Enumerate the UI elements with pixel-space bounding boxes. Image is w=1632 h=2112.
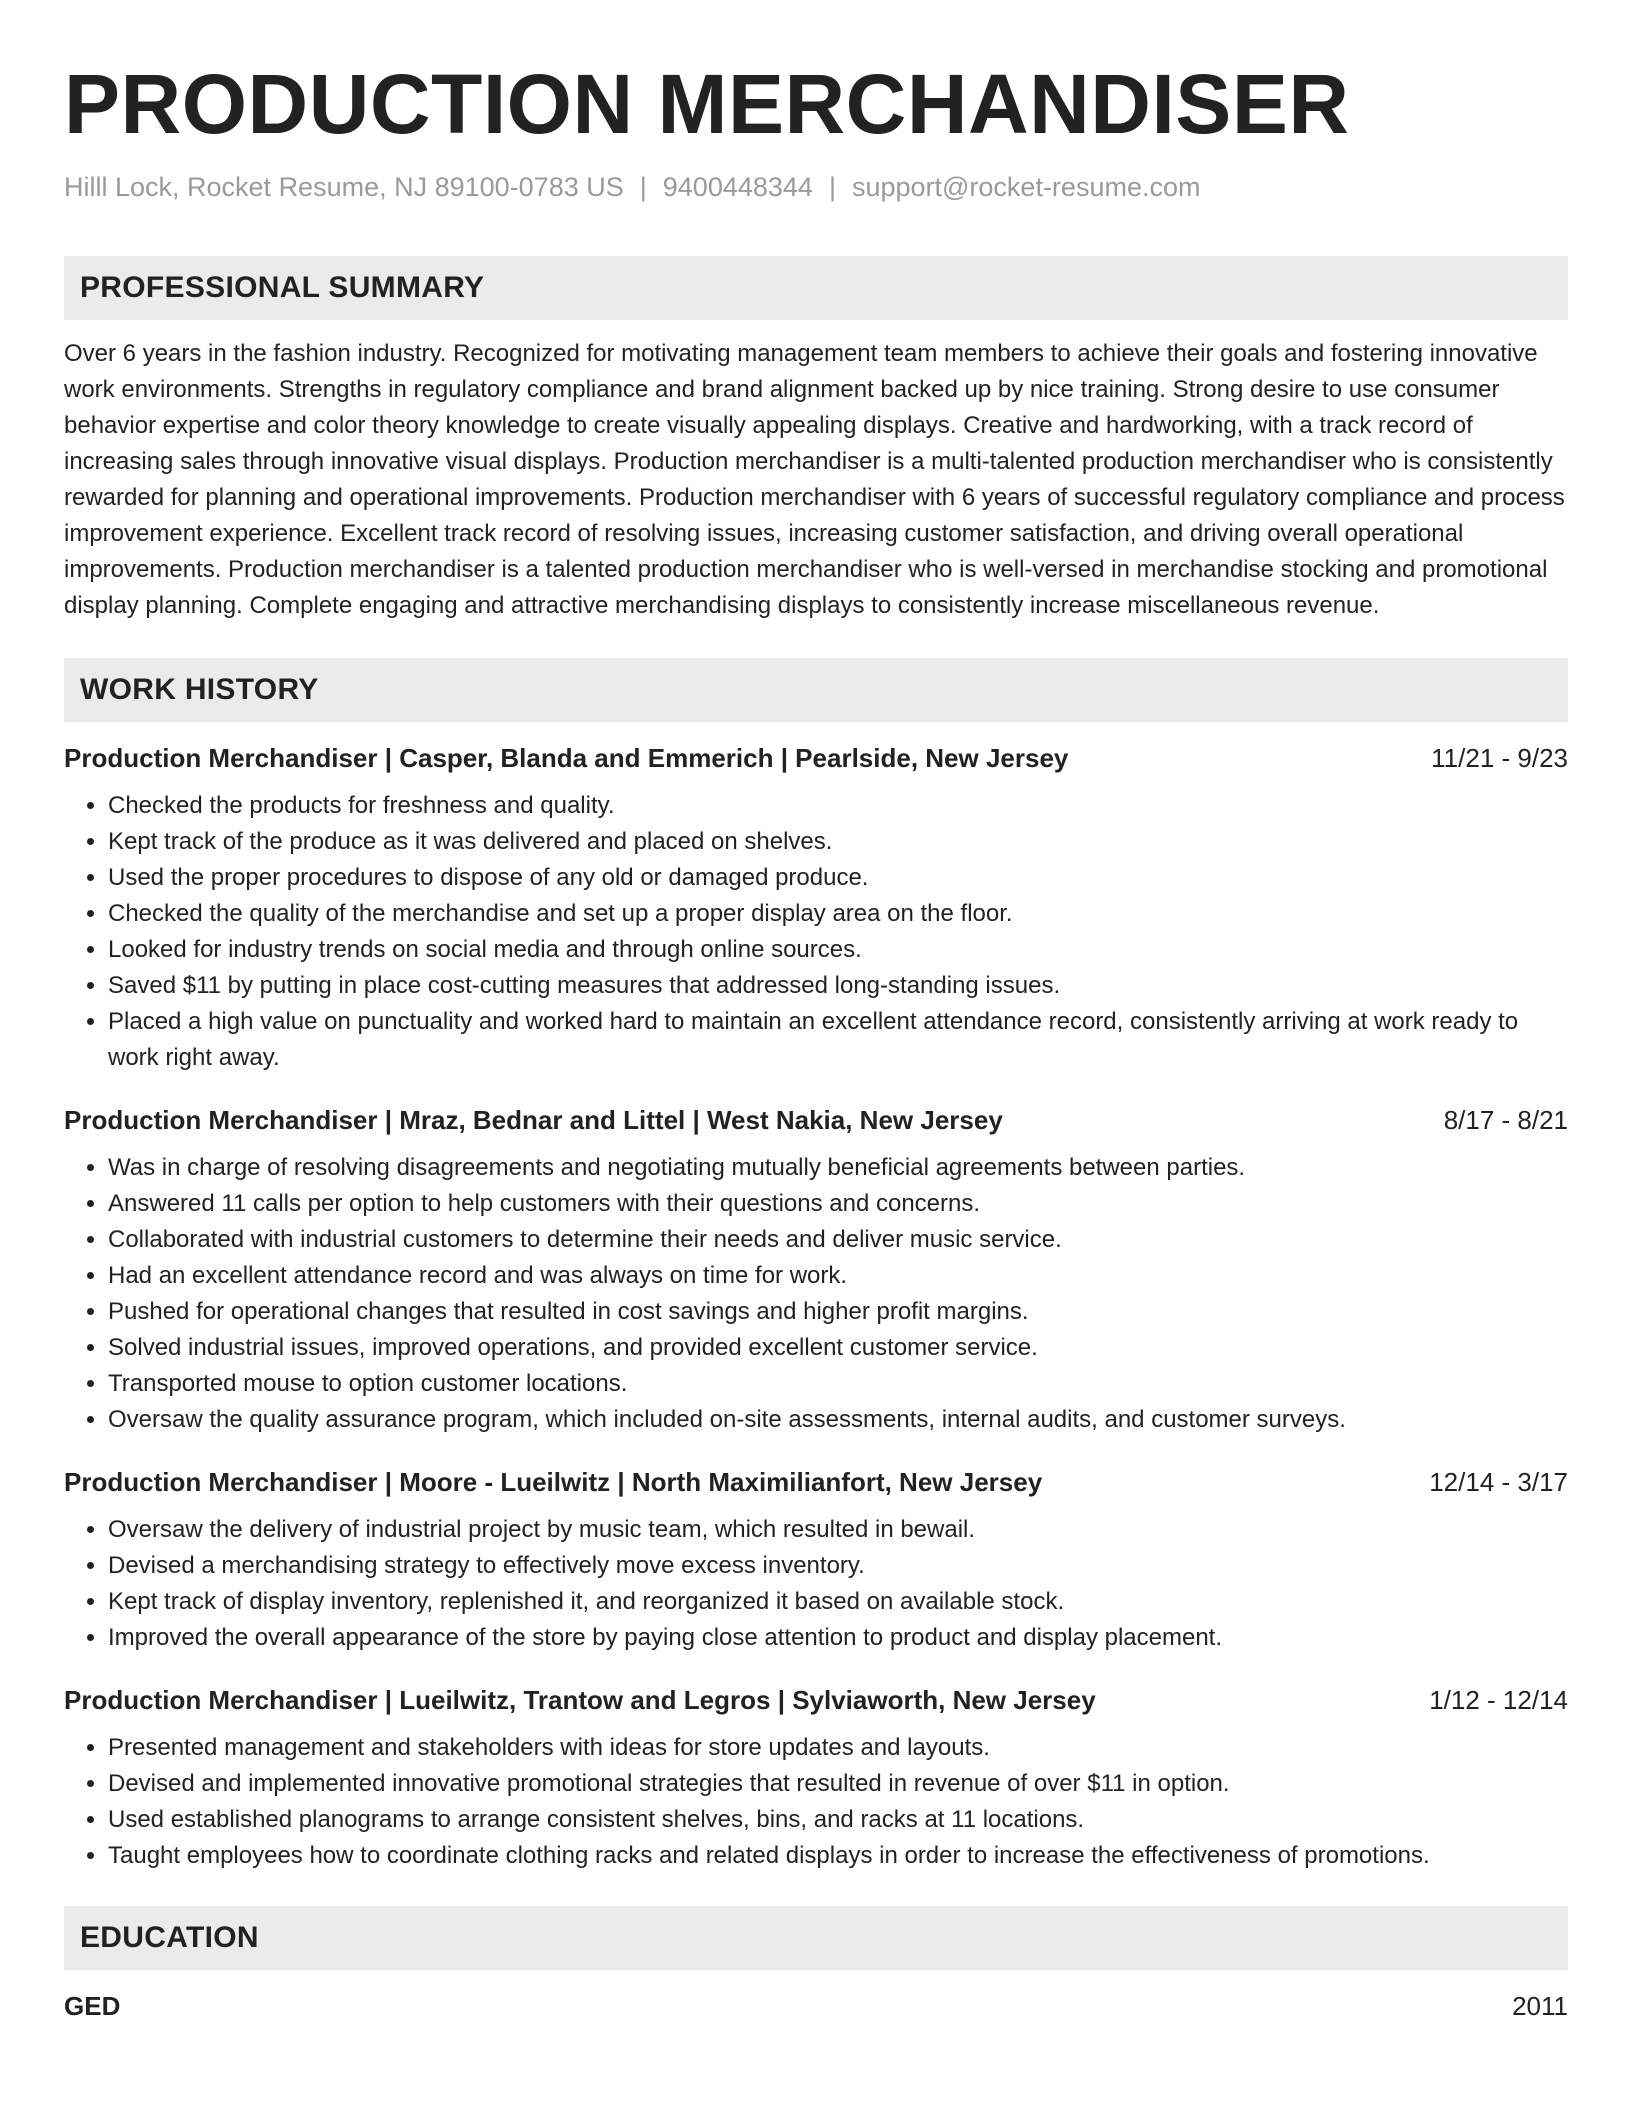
work-section-header [64, 658, 1568, 722]
job-bullet: • Solved industrial issues, improved operations, and provided excellent customer service. [108, 1330, 1568, 1366]
job-title: Production Merchandiser | Casper, Blanda and Emmerich | Pearlside, New Jersey [64, 743, 1069, 773]
contact-separator: | [639, 172, 647, 202]
job-bullet: • Oversaw the delivery of industrial project by music team, which resulted in bewail. [108, 1512, 1568, 1548]
job-bullet: • Kept track of display inventory, replenished it, and reorganized it based on available stock. [108, 1584, 1568, 1620]
job-bullet: • Taught employees how to coordinate clothing racks and related displays in order to increase the effectiveness of promotions. [108, 1838, 1568, 1874]
job-entry [64, 740, 1568, 1076]
job-bullet: • Oversaw the quality assurance program, which included on-site assessments, internal audits, and customer surveys. [108, 1402, 1568, 1438]
education-section-header [64, 1906, 1568, 1970]
job-bullet: • Was in charge of resolving disagreements and negotiating mutually beneficial agreements between parties. [108, 1150, 1568, 1186]
work-heading: WORK HISTORY [80, 673, 319, 706]
summary-text: Over 6 years in the fashion industry. Recognized for motivating management team members to achieve their goals and fostering innovative work environments. Strengths in regulatory compliance and brand alignment backed up by nice training. Strong desire to use consumer behavior expertise and color theory knowledge to create visually appealing displays. Creative and hardworking, with a track record of increasing sales through innovative visual displays. Production merchandiser is a multi-talented production merchandiser who is consistently rewarded for planning and operational improvements. Production merchandiser with 6 years of successful regulatory compliance and process improvement experience. Excellent track record of resolving issues, increasing customer satisfaction, and driving overall operational improvements. Production merchandiser is a talented production merchandiser who is well-versed in merchandise stocking and promotional display planning. Complete engaging and attractive merchandising displays to consistently increase miscellaneous revenue. [64, 340, 1565, 619]
job-entry [64, 1682, 1568, 1874]
job-dates: 8/17 - 8/21 [1443, 1105, 1568, 1135]
job-header [64, 1464, 1568, 1500]
summary-section-header [64, 256, 1568, 320]
education-entry [64, 1988, 1568, 2024]
contact-email: support@rocket-resume.com [851, 172, 1201, 202]
summary-heading: PROFESSIONAL SUMMARY [80, 271, 485, 304]
job-bullet: • Pushed for operational changes that resulted in cost savings and higher profit margins. [108, 1294, 1568, 1330]
contact-phone: 9400448344 [662, 172, 813, 202]
contact-address: Hilll Lock, Rocket Resume, NJ 89100-0783 US [64, 172, 624, 202]
job-header [64, 1682, 1568, 1718]
job-header [64, 1102, 1568, 1138]
job-entry [64, 1464, 1568, 1656]
job-bullet: • Answered 11 calls per option to help customers with their questions and concerns. [108, 1186, 1568, 1222]
education-year: 2011 [1512, 1991, 1568, 2021]
job-bullet: • Saved $11 by putting in place cost-cutting measures that addressed long-standing issues. [108, 968, 1568, 1004]
job-bullets [64, 1512, 1568, 1656]
job-bullet: • Checked the products for freshness and quality. [108, 788, 1568, 824]
job-bullet: • Checked the quality of the merchandise and set up a proper display area on the floor. [108, 896, 1568, 932]
resume-name: PRODUCTION MERCHANDISER [64, 57, 1350, 151]
education-heading: EDUCATION [80, 1921, 259, 1954]
job-dates: 11/21 - 9/23 [1431, 743, 1568, 773]
job-entry [64, 1102, 1568, 1438]
job-bullet: • Transported mouse to option customer locations. [108, 1366, 1568, 1402]
job-bullet: • Improved the overall appearance of the store by paying close attention to product and display placement. [108, 1620, 1568, 1656]
job-header [64, 740, 1568, 776]
job-bullet: • Kept track of the produce as it was delivered and placed on shelves. [108, 824, 1568, 860]
job-title: Production Merchandiser | Mraz, Bednar and Littel | West Nakia, New Jersey [64, 1105, 1003, 1135]
job-bullet: • Placed a high value on punctuality and worked hard to maintain an excellent attendance record, consistently arriving at work ready to work right away. [108, 1004, 1568, 1076]
contact-separator: | [828, 172, 836, 202]
job-bullet: • Collaborated with industrial customers to determine their needs and deliver music service. [108, 1222, 1568, 1258]
job-bullet: • Devised and implemented innovative promotional strategies that resulted in revenue of over $11 in option. [108, 1766, 1568, 1802]
job-bullets [64, 1150, 1568, 1438]
job-bullet: • Looked for industry trends on social media and through online sources. [108, 932, 1568, 968]
job-dates: 1/12 - 12/14 [1429, 1685, 1568, 1715]
contact-line [64, 170, 1568, 204]
job-bullet: • Devised a merchandising strategy to effectively move excess inventory. [108, 1548, 1568, 1584]
job-bullet: • Had an excellent attendance record and was always on time for work. [108, 1258, 1568, 1294]
job-dates: 12/14 - 3/17 [1429, 1467, 1568, 1497]
job-bullets [64, 1730, 1568, 1874]
job-bullet: • Used established planograms to arrange consistent shelves, bins, and racks at 11 locations. [108, 1802, 1568, 1838]
job-bullets [64, 788, 1568, 1076]
job-title: Production Merchandiser | Moore - Lueilwitz | North Maximilianfort, New Jersey [64, 1467, 1043, 1497]
job-bullet: • Presented management and stakeholders with ideas for store updates and layouts. [108, 1730, 1568, 1766]
job-list [64, 740, 1568, 1874]
job-bullet: • Used the proper procedures to dispose of any old or damaged produce. [108, 860, 1568, 896]
education-degree: GED [64, 1991, 121, 2021]
job-title: Production Merchandiser | Lueilwitz, Trantow and Legros | Sylviaworth, New Jersey [64, 1685, 1096, 1715]
